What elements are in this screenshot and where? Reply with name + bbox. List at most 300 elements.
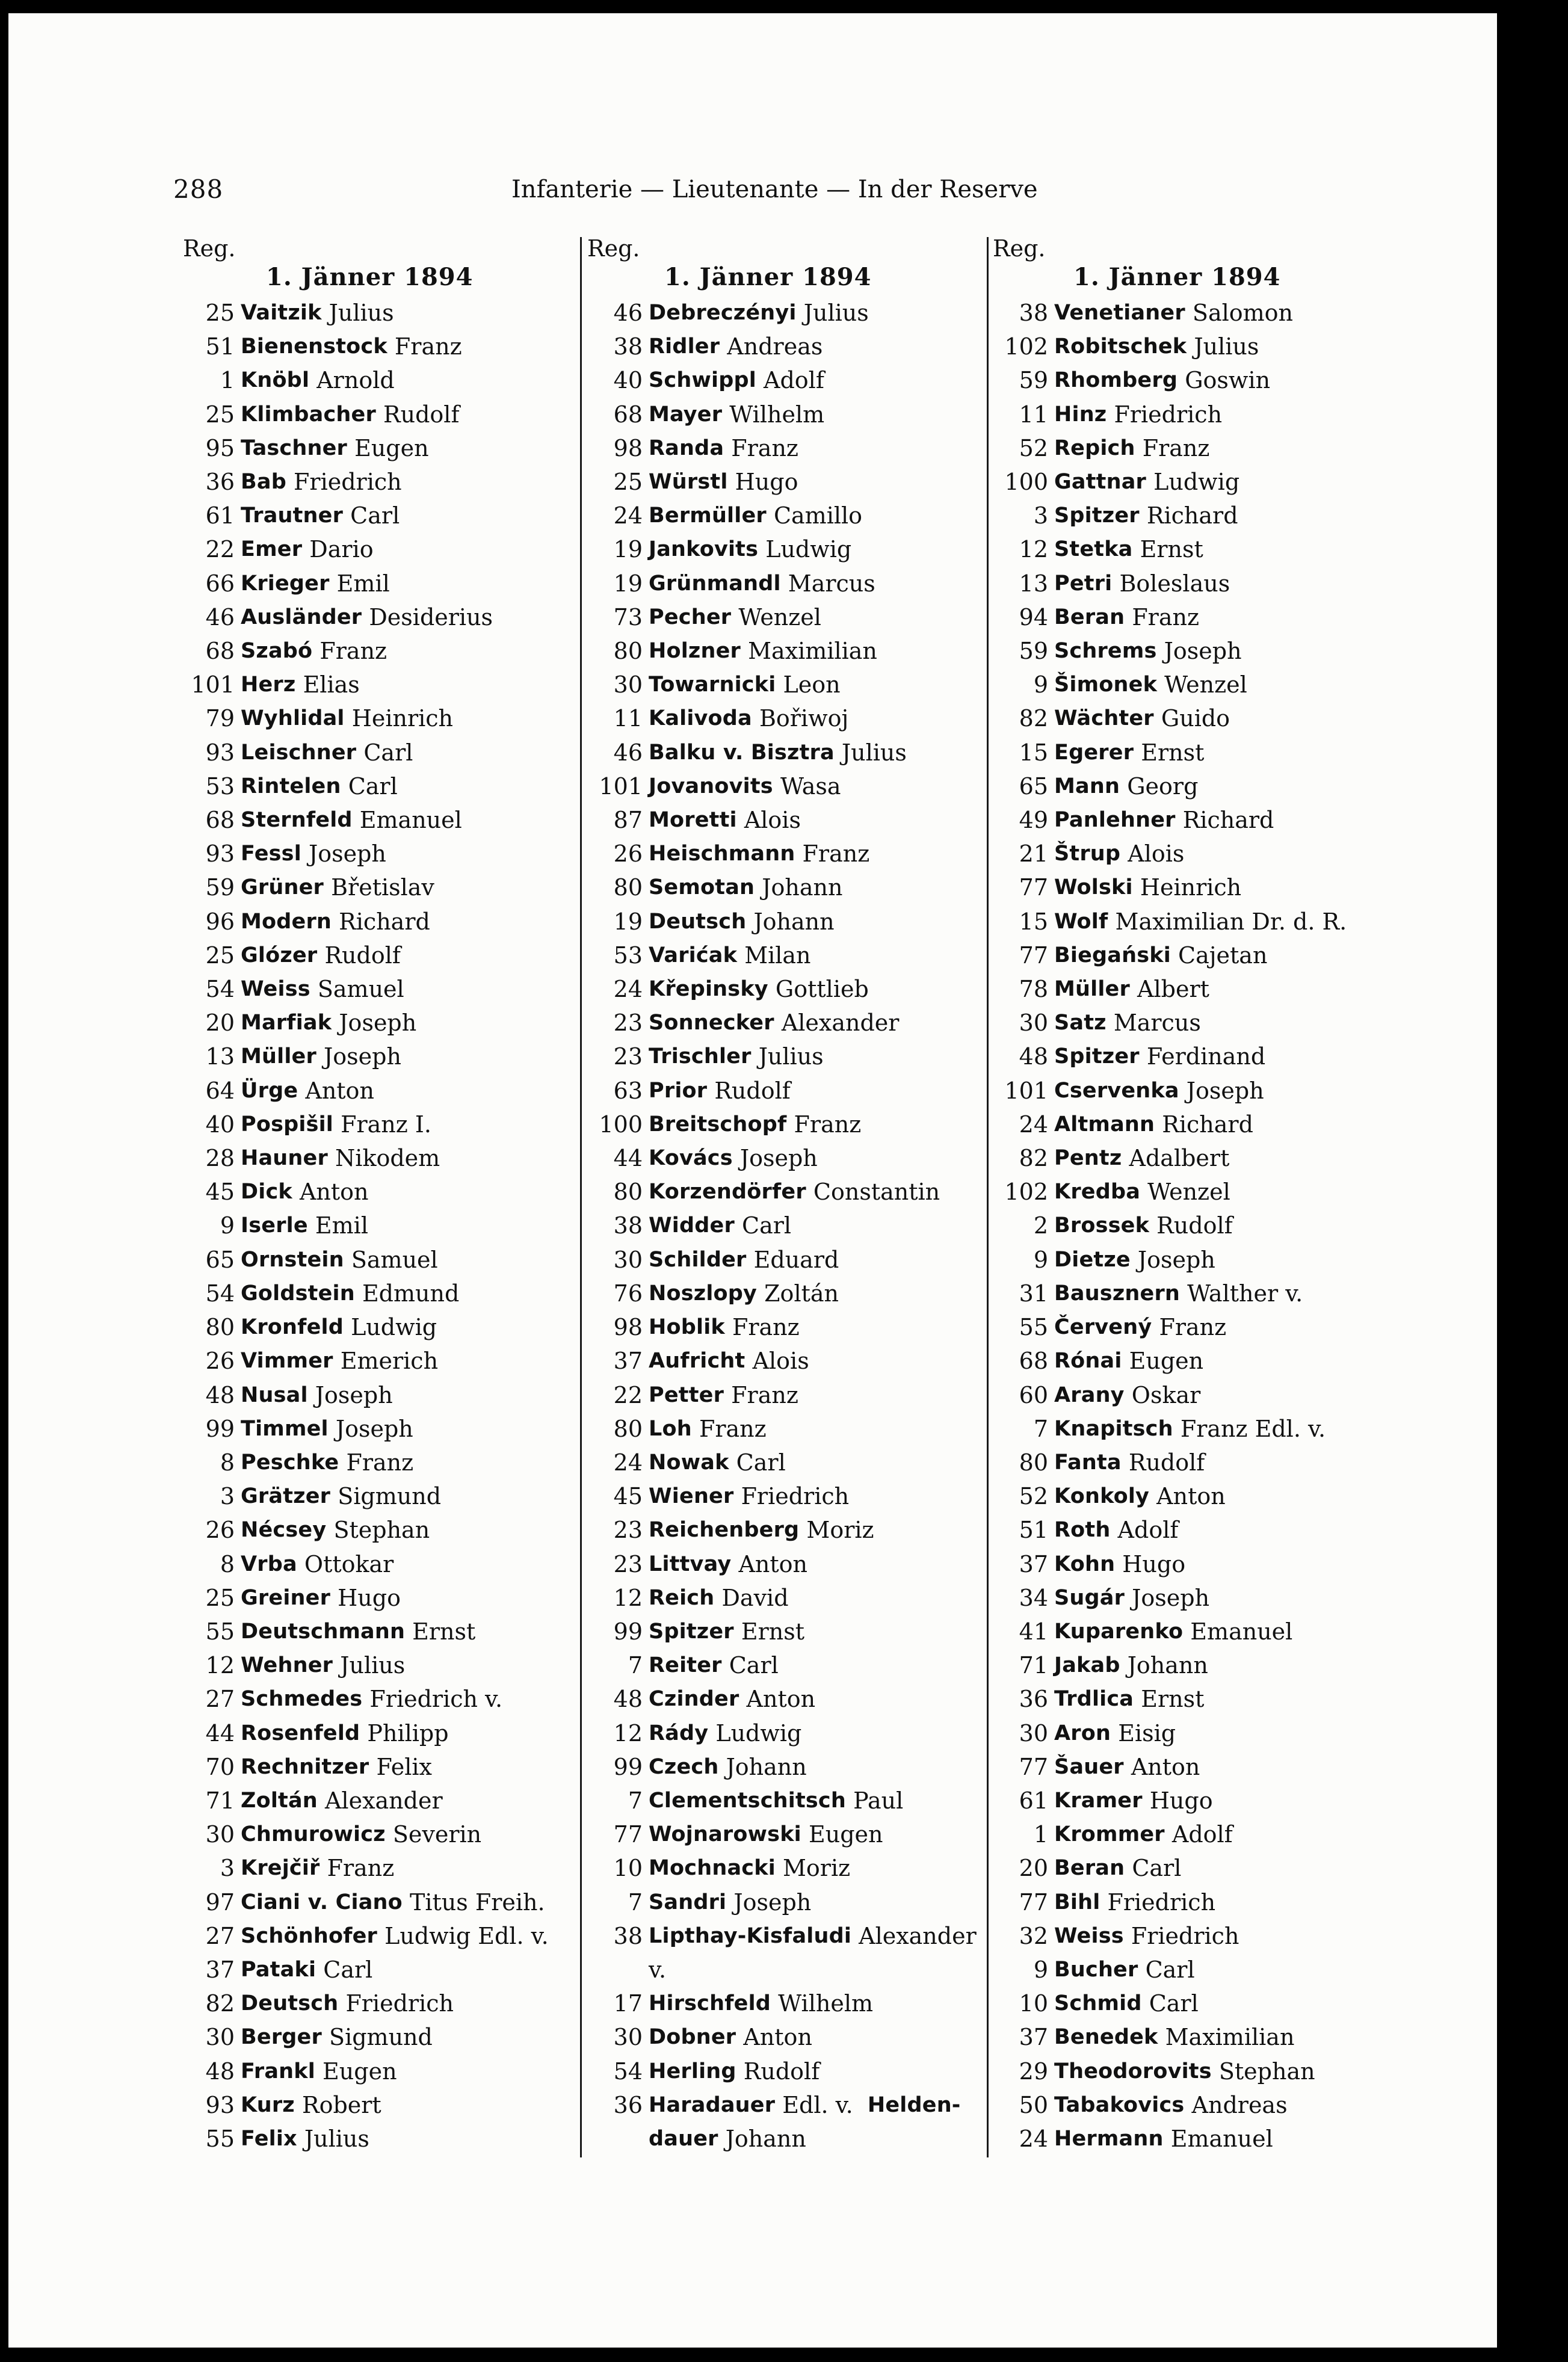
given-name: Walther v. [1187, 1280, 1303, 1307]
given-name: Wilhelm [778, 1990, 874, 2017]
regiment-number: 96 [205, 908, 235, 935]
regiment-number: 52 [1019, 434, 1048, 461]
regiment-number: 65 [205, 1246, 235, 1273]
given-name: Anton [299, 1179, 369, 1206]
roster-entry [183, 1108, 585, 1141]
regiment-number: 32 [1019, 1922, 1048, 1949]
regiment-number: 20 [1019, 1855, 1048, 1882]
regiment-number: 46 [205, 603, 235, 631]
regiment-number: 54 [205, 1280, 235, 1307]
roster-entry [587, 567, 988, 600]
regiment-number: 59 [205, 874, 235, 901]
given-name: Carl [348, 772, 398, 800]
given-name: Franz [327, 1855, 395, 1882]
surname: Arany [1054, 1383, 1125, 1407]
regiment-number: 9 [1033, 1956, 1048, 1983]
roster-entry [993, 1412, 1414, 1446]
given-name: Samuel [351, 1246, 438, 1273]
regiment-number: 17 [613, 1990, 643, 2017]
regiment-number: 27 [205, 1686, 235, 1713]
regiment-number: 99 [613, 1753, 643, 1780]
surname: Krieger [241, 571, 330, 596]
roster-entry [993, 1074, 1414, 1108]
given-name: Franz [346, 1449, 414, 1476]
given-name: Rudolf [1156, 1212, 1233, 1239]
roster-entry [993, 363, 1414, 397]
roster-entry [993, 1886, 1414, 1919]
regiment-number: 95 [205, 434, 235, 461]
roster-entry [587, 1682, 988, 1716]
surname: Müller [241, 1044, 316, 1069]
regiment-number: 23 [613, 1010, 643, 1037]
regiment-number: 30 [613, 2024, 643, 2051]
surname: Noszlopy [649, 1281, 758, 1306]
regiment-number: 24 [1019, 2125, 1048, 2152]
regiment-number: 98 [613, 1314, 643, 1341]
regiment-number: 98 [613, 434, 643, 461]
given-name: Břetislav [331, 874, 434, 901]
given-name: Franz [1142, 434, 1210, 461]
regiment-number: 54 [205, 976, 235, 1003]
roster-entry [993, 1648, 1414, 1682]
given-name: Hugo [338, 1584, 401, 1611]
surname: Hermann [1054, 2126, 1164, 2151]
given-name: Nikodem [335, 1145, 440, 1172]
given-name: Joseph [733, 1889, 812, 1916]
given-name: Ludwig [1153, 469, 1240, 496]
roster-entry [587, 1006, 988, 1040]
given-name: Franz [699, 1415, 767, 1442]
regiment-number: 8 [220, 1550, 235, 1577]
given-name: Ernst [1140, 536, 1203, 563]
surname: Breitschopf [649, 1112, 787, 1136]
surname: Deutsch [649, 909, 747, 934]
roster-entry [183, 330, 585, 363]
given-name: Julius [304, 2125, 369, 2152]
given-name: Constantin [813, 1179, 940, 1206]
roster-entry [183, 532, 585, 566]
regiment-number: 38 [613, 1212, 643, 1239]
roster-entry [993, 1446, 1414, 1479]
roster-entry [993, 1682, 1414, 1716]
given-name: Edmund [362, 1280, 460, 1307]
roster-entry [587, 1547, 988, 1581]
given-name: Marcus [788, 570, 875, 597]
regiment-number: 77 [1019, 942, 1048, 969]
roster-entry [183, 1581, 585, 1615]
roster-entry [587, 1513, 988, 1547]
surname: Iserle [241, 1213, 308, 1238]
given-name: Rudolf [324, 942, 401, 969]
roster-entry-continuation [587, 2122, 988, 2156]
roster-entry [587, 871, 988, 904]
surname: Stetka [1054, 537, 1133, 562]
surname: Nowak [649, 1450, 729, 1475]
given-name: Carl [363, 739, 413, 766]
given-name: Joseph [1186, 1077, 1264, 1104]
given-name: Cajetan [1178, 942, 1268, 969]
roster-entry [183, 1277, 585, 1310]
regiment-number: 26 [205, 1348, 235, 1375]
surname: Sonnecker [649, 1011, 774, 1035]
given-name: Franz [394, 333, 462, 360]
surname: Knöbl [241, 368, 310, 393]
promotion-date-heading: 1. Jänner 1894 [664, 263, 872, 291]
regiment-number: 7 [1033, 1415, 1048, 1442]
surname: Wehner [241, 1653, 333, 1678]
promotion-date-heading: 1. Jänner 1894 [1073, 263, 1281, 291]
regiment-number: 15 [1019, 908, 1048, 935]
regiment-number: 80 [1019, 1449, 1048, 1476]
regiment-number: 99 [205, 1415, 235, 1442]
given-name: Severin [392, 1821, 482, 1848]
roster-entry [993, 1006, 1414, 1040]
surname: Modern [241, 909, 332, 934]
given-name: Julius [329, 300, 394, 326]
surname: Müller [1054, 977, 1130, 1002]
surname: Chmurowicz [241, 1822, 386, 1847]
regiment-number: 24 [613, 976, 643, 1003]
regiment-number: 19 [613, 536, 643, 563]
regiment-number: 7 [628, 1652, 643, 1679]
given-name: Carl [1145, 1956, 1195, 1983]
roster-entry [993, 736, 1414, 769]
surname: Červený [1054, 1315, 1152, 1340]
roster-entry [587, 2020, 988, 2054]
given-name: Franz [802, 840, 870, 868]
reg-column-label: Reg. [993, 235, 1046, 262]
entry-list [183, 296, 585, 2156]
given-name: Heinrich [351, 705, 454, 732]
surname: Deutsch [241, 1991, 339, 2016]
surname: Robitschek [1054, 335, 1187, 359]
roster-entry [993, 769, 1414, 803]
surname: Kalivoda [649, 706, 752, 731]
roster-entry [587, 1141, 988, 1175]
surname: Glózer [241, 943, 318, 967]
roster-entry [183, 1716, 585, 1750]
surname: Brossek [1054, 1213, 1150, 1238]
given-name: Friedrich [294, 469, 402, 496]
given-name: Milan [744, 942, 811, 969]
given-name: Hugo [1122, 1550, 1186, 1577]
given-name: Dario [309, 536, 374, 563]
surname: Konkoly [1054, 1484, 1150, 1509]
roster-entry [183, 1851, 585, 1885]
given-name: Wenzel [1147, 1179, 1230, 1206]
given-name: Richard [1146, 502, 1238, 529]
regiment-number: 25 [613, 469, 643, 496]
regiment-number: 23 [613, 1517, 643, 1544]
roster-entry [587, 905, 988, 939]
regiment-number: 1 [220, 367, 235, 394]
regiment-number: 36 [613, 2091, 643, 2118]
surname: Nusal [241, 1383, 308, 1407]
given-name: Joseph [739, 1145, 818, 1172]
roster-entry [993, 1378, 1414, 1412]
surname: Pecher [649, 605, 732, 629]
roster-entry [183, 499, 585, 532]
regiment-number: 48 [613, 1686, 643, 1713]
roster-entry [587, 1412, 988, 1446]
surname: Petter [649, 1383, 724, 1407]
given-name: Franz [794, 1111, 862, 1138]
regiment-number: 77 [1019, 1753, 1048, 1780]
roster-entry [993, 1344, 1414, 1378]
given-name: Heinrich [1140, 874, 1242, 901]
surname: Berger [241, 2025, 322, 2050]
given-name: Friedrich [741, 1483, 850, 1510]
given-name: Carl [1132, 1855, 1182, 1882]
given-name: Stephan [333, 1517, 430, 1544]
surname: Aufricht [649, 1349, 745, 1374]
surname: Vrba [241, 1552, 297, 1576]
surname: Hoblik [649, 1315, 725, 1340]
surname: Jakab [1054, 1653, 1120, 1678]
roster-entry [993, 1175, 1414, 1209]
surname: Trdlica [1054, 1687, 1134, 1712]
roster-entry [993, 1040, 1414, 1073]
roster-entry [993, 465, 1414, 499]
given-name: Friedrich [1114, 401, 1223, 428]
given-name: Joseph [1137, 1246, 1215, 1273]
roster-entry [587, 1615, 988, 1648]
surname: Kovács [649, 1146, 733, 1171]
roster-entry [993, 634, 1414, 668]
given-name: Samuel [317, 976, 404, 1003]
roster-entry [993, 1716, 1414, 1750]
regiment-number: 55 [1019, 1314, 1048, 1341]
surname: Grätzer [241, 1484, 331, 1509]
surname: Heischmann [649, 842, 795, 866]
given-name: Carl [742, 1212, 792, 1239]
given-name: Ernst [412, 1618, 476, 1645]
surname: Bihl [1054, 1890, 1100, 1914]
given-name: Franz Edl. v. [1180, 1415, 1326, 1442]
regiment-number: 25 [205, 300, 235, 326]
regiment-number: 40 [205, 1111, 235, 1138]
surname: Nécsey [241, 1518, 327, 1543]
roster-entry [587, 803, 988, 837]
given-name: Franz [731, 1381, 798, 1408]
roster-entry [993, 702, 1414, 735]
surname: Semotan [649, 875, 755, 900]
regiment-number: 44 [205, 1719, 235, 1747]
surname: Varićak [649, 943, 738, 967]
regiment-number: 11 [613, 705, 643, 732]
regiment-number: 68 [613, 401, 643, 428]
roster-entry [587, 1581, 988, 1615]
regiment-number: 55 [205, 1618, 235, 1645]
regiment-number: 2 [1033, 1212, 1048, 1239]
regiment-number: 66 [205, 570, 235, 597]
given-name: Alexander [324, 1787, 443, 1814]
surname: Grünmandl [649, 571, 781, 596]
regiment-number: 80 [613, 874, 643, 901]
given-name: Eugen [354, 434, 429, 461]
surname: Wächter [1054, 706, 1154, 731]
regiment-number: 21 [1019, 840, 1048, 868]
given-name: Julius [1194, 333, 1259, 360]
regiment-number: 94 [1019, 603, 1048, 631]
roster-entry [183, 803, 585, 837]
surname: Jovanovits [649, 774, 773, 798]
given-name: Franz [732, 1314, 800, 1341]
given-name: Joseph [308, 840, 386, 868]
roster-entry [993, 567, 1414, 600]
roster-entry [183, 1818, 585, 1851]
surname: Ürge [241, 1078, 298, 1103]
regiment-number: 48 [205, 2058, 235, 2085]
roster-entry [587, 939, 988, 972]
given-name: Maximilian [1165, 2024, 1295, 2051]
roster-entry [587, 1784, 988, 1818]
given-name: Ludwig Edl. v. [384, 1922, 549, 1949]
roster-entry [993, 1243, 1414, 1277]
regiment-number: 3 [220, 1855, 235, 1882]
given-name: Alexander [859, 1922, 977, 1949]
surname: Kredba [1054, 1180, 1141, 1204]
regiment-number: 71 [1019, 1652, 1048, 1679]
given-name: Anton [743, 2024, 812, 2051]
given-name: Bořiwoj [759, 705, 849, 732]
given-name: Camillo [773, 502, 863, 529]
roster-entry [183, 1310, 585, 1344]
surname: Kronfeld [241, 1315, 344, 1340]
given-name: Rudolf [743, 2058, 820, 2085]
regiment-number: 9 [220, 1212, 235, 1239]
regiment-number: 1 [1033, 1821, 1048, 1848]
roster-entry [183, 1378, 585, 1412]
given-name: Moriz [783, 1855, 851, 1882]
given-name: Philipp [367, 1719, 449, 1747]
roster-entry [183, 1919, 585, 1953]
reg-column-label: Reg. [183, 235, 236, 262]
regiment-number: 38 [613, 1922, 643, 1949]
given-name: Carl [729, 1652, 779, 1679]
regiment-number: 59 [1019, 367, 1048, 394]
given-name: Paul [853, 1787, 904, 1814]
regiment-number: 65 [1019, 772, 1048, 800]
roster-entry [183, 1953, 585, 1987]
given-name: Arnold [316, 367, 395, 394]
surname: Schönhofer [241, 1923, 378, 1948]
regiment-number: 59 [1019, 638, 1048, 665]
given-name: Eisig [1118, 1719, 1176, 1747]
regiment-number: 30 [205, 2024, 235, 2051]
given-name: Johann [753, 908, 835, 935]
surname: Lipthay-Kisfaludi [649, 1923, 852, 1948]
roster-entry [587, 1040, 988, 1073]
surname: Prior [649, 1078, 708, 1103]
roster-entry [183, 600, 585, 634]
regiment-number: 46 [613, 300, 643, 326]
regiment-number: 36 [205, 469, 235, 496]
roster-entry [587, 465, 988, 499]
surname: Weiss [241, 977, 310, 1002]
regiment-number: 61 [1019, 1787, 1048, 1814]
given-name: Joseph [335, 1415, 413, 1442]
roster-entry [587, 1851, 988, 1885]
regiment-number: 100 [1004, 469, 1048, 496]
roster-entry [587, 363, 988, 397]
roster-entry [183, 939, 585, 972]
regiment-number: 100 [599, 1111, 643, 1138]
given-name: David [721, 1584, 789, 1611]
running-head [8, 174, 1497, 211]
roster-entry [587, 1446, 988, 1479]
given-name: Ernst [741, 1618, 805, 1645]
regiment-number: 68 [205, 807, 235, 834]
roster-entry [183, 736, 585, 769]
surname: Trischler [649, 1044, 752, 1069]
roster-entry [587, 1818, 988, 1851]
surname: Beran [1054, 1856, 1125, 1881]
roster-entry [993, 1784, 1414, 1818]
given-name: Alois [1128, 840, 1185, 868]
surname: Biegański [1054, 943, 1171, 967]
surname: Fanta [1054, 1450, 1122, 1475]
roster-entry [993, 1479, 1414, 1513]
given-name: Franz [731, 434, 798, 461]
regiment-number: 50 [1019, 2091, 1048, 2118]
given-name: Carl [1149, 1990, 1199, 2017]
roster-entry [993, 1547, 1414, 1581]
surname: Kramer [1054, 1788, 1143, 1813]
regiment-number: 101 [191, 671, 235, 698]
regiment-number: 12 [205, 1652, 235, 1679]
roster-entry [587, 600, 988, 634]
roster-entry [993, 2055, 1414, 2088]
surname: Wiener [649, 1484, 734, 1509]
given-name: Joseph [339, 1010, 417, 1037]
given-name: Andreas [727, 333, 823, 360]
regiment-number: 82 [205, 1990, 235, 2017]
surname: Weiss [1054, 1923, 1124, 1948]
given-name: Eugen [808, 1821, 883, 1848]
given-name: Anton [746, 1686, 816, 1713]
given-name: Leon [783, 671, 841, 698]
surname: Schilder [649, 1247, 747, 1272]
surname: Rónai [1054, 1349, 1122, 1374]
regiment-number: 29 [1019, 2058, 1048, 2085]
surname: Taschner [241, 436, 347, 460]
given-name: Albert [1137, 976, 1209, 1003]
given-name: Rudolf [1128, 1449, 1205, 1476]
roster-entry [993, 1141, 1414, 1175]
regiment-number: 41 [1019, 1618, 1048, 1645]
surname: Greiner [241, 1585, 331, 1610]
roster-entry [587, 972, 988, 1006]
roster-entry [587, 1750, 988, 1784]
given-name: Gottlieb [775, 976, 869, 1003]
given-name: Emil [336, 570, 390, 597]
regiment-number: 12 [613, 1584, 643, 1611]
regiment-number: 8 [220, 1449, 235, 1476]
surname: Pospišil [241, 1112, 334, 1136]
regiment-number: 15 [1019, 739, 1048, 766]
surname: Vaitzik [241, 301, 322, 325]
surname: Dick [241, 1180, 292, 1204]
regiment-number: 45 [613, 1483, 643, 1510]
roster-entry [183, 398, 585, 431]
regiment-number: 25 [205, 1584, 235, 1611]
roster-entry [993, 2122, 1414, 2156]
surname: Pentz [1054, 1146, 1122, 1171]
roster-entry [183, 702, 585, 735]
given-name: Oskar [1131, 1381, 1201, 1408]
surname: Towarnicki [649, 673, 776, 697]
